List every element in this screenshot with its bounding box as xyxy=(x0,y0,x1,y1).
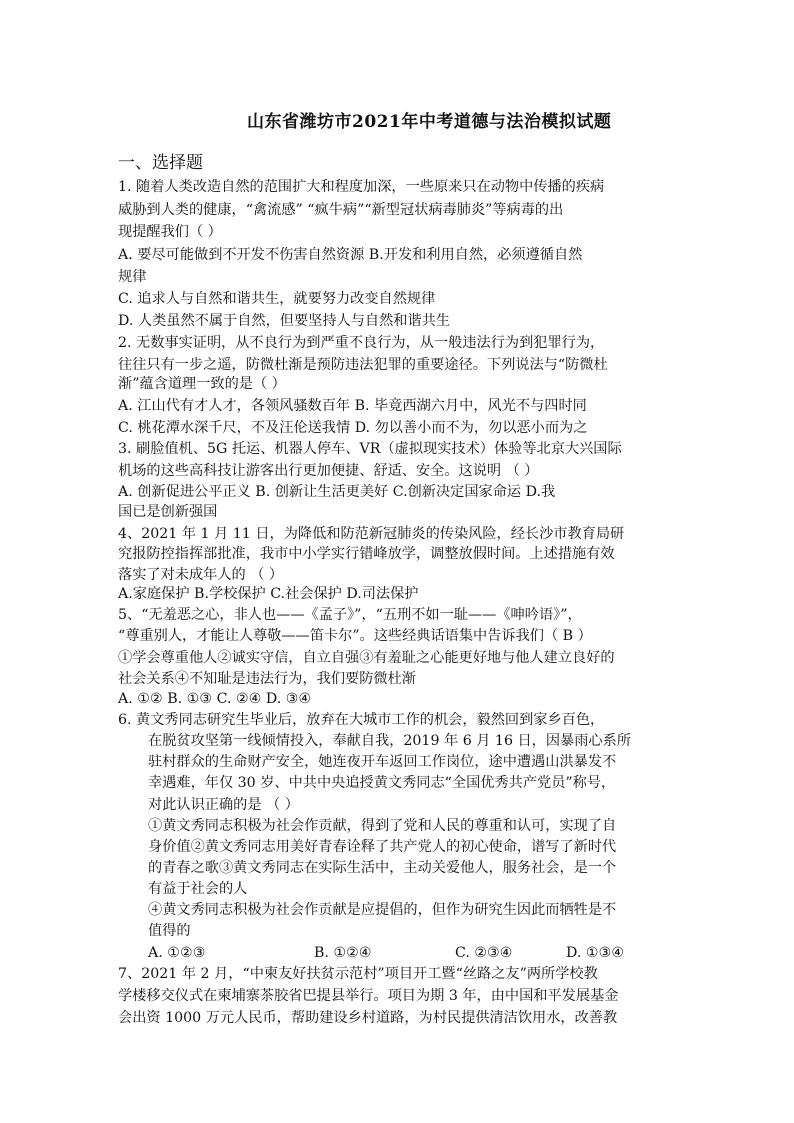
section-heading: 一、选择题 xyxy=(118,153,203,173)
text-line: ①黄文秀同志积极为社会作贡献，得到了党和人民的尊重和认可，实现了自 xyxy=(148,818,617,834)
text-line: 在脱贫攻坚第一线倾情投入，奉献自我，2019 年 6 月 16 日，因暴雨心系所 xyxy=(148,733,631,749)
answer-option: D. ①③④ xyxy=(566,945,625,961)
text-line: 渐”蕴含道理一致的是（ ） xyxy=(118,376,286,392)
text-line: 现提醒我们（ ） xyxy=(118,224,222,240)
text-line: 的青春之歌③黄文秀同志在实际生活中，主动关爱他人，服务社会，是一个 xyxy=(148,860,617,876)
answer-option: B. ①②④ xyxy=(314,945,372,961)
text-line: 5、“无羞恶之心，非人也——《孟子》”，“五刑不如一耻——《呻吟语》”， xyxy=(118,607,582,623)
text-line: 究报防控指挥部批准，我市中小学实行错峰放学，调整放假时间。上述措施有效 xyxy=(118,546,615,562)
text-line: 往往只有一步之遥，防微杜渐是预防违法犯罪的重要途径。下列说法与“防微杜 xyxy=(118,357,608,373)
text-line: 学楼移交仪式在柬埔寨茶胶省巴提县举行。项目为期 3 年，由中国和平发展基金 xyxy=(118,988,619,1004)
text-line: A. 江山代有才人才，各领风骚数百年 B. 毕竟西湖六月中，风光不与四时同 xyxy=(118,398,587,414)
text-line: A. ①② B. ①③ C. ②④ D. ③④ xyxy=(118,691,312,707)
text-line: “尊重别人，才能让人尊敬——笛卡尔”。这些经典话语集中告诉我们（ B ） xyxy=(118,628,592,644)
text-line: 幸遇难，年仅 30 岁、中共中央追授黄文秀同志“全国优秀共产党员”称号， xyxy=(148,775,616,791)
answer-option: C. ②③④ xyxy=(455,945,513,961)
answer-option: A. ①②③ xyxy=(148,945,206,961)
text-line: 规律 xyxy=(118,269,147,285)
text-line: 驻村群众的生命财产安全，她连夜开车返回工作岗位，途中遭遇山洪暴发不 xyxy=(148,754,617,770)
text-line: 社会关系④不知耻是违法行为，我们要防微杜渐 xyxy=(118,671,416,687)
text-line: 对此认识正确的是 （ ） xyxy=(148,797,299,813)
text-line: 7、2021 年 2 月，“中柬友好扶贫示范村”项目开工暨“丝路之友”两所学校教 xyxy=(118,966,598,982)
text-line: 值得的 xyxy=(148,923,191,939)
text-line: 身价值②黄文秀同志用美好青春诠释了共产党人的初心使命，谱写了新时代 xyxy=(148,839,617,855)
text-line: ④黄文秀同志积极为社会作贡献是应提倡的，但作为研究生因此而牺牲是不 xyxy=(148,902,617,918)
text-line: 1. 随着人类改造自然的范围扩大和程度加深，一些原来只在动物中传播的疾病 xyxy=(118,179,605,195)
text-line: C. 桃花潭水深千尺，不及汪伦送我情 D. 勿以善小而不为，勿以恶小而为之 xyxy=(118,420,588,436)
text-line: ①学会尊重他人②诚实守信，自立自强③有羞耻之心能更好地与他人建立良好的 xyxy=(118,650,615,666)
text-line: 3. 刷脸值机、5G 托运、机器人停车、VR（虚拟现实技术）体验等北京大兴国际 xyxy=(118,441,622,457)
text-line: C. 追求人与自然和谐共生，就要努力改变自然规律 xyxy=(118,291,436,307)
text-line: 落实了对未成年人的 （ ） xyxy=(118,567,284,583)
page-title: 山东省潍坊市2021年中考道德与法治模拟试题 xyxy=(247,112,612,132)
text-line: 4、2021 年 1 月 11 日，为降低和防范新冠肺炎的传染风险，经长沙市教育局研 xyxy=(118,526,625,542)
text-line: 会出资 1000 万元人民币，帮助建设乡村道路，为村民提供清洁饮用水，改善教 xyxy=(118,1010,618,1026)
text-line: 2. 无数事实证明，从不良行为到严重不良行为，从一般违法行为到犯罪行为， xyxy=(118,335,605,351)
text-line: D. 人类虽然不属于自然，但要坚持人与自然和谐共生 xyxy=(118,313,451,329)
text-line: A. 创新促进公平正义 B. 创新让生活更美好 C.创新决定国家命运 D.我 xyxy=(118,484,556,500)
text-line: 机场的这些高科技让游客出行更加便捷、舒适、安全。这说明 （ ） xyxy=(118,463,539,479)
text-line: 国已是创新强国 xyxy=(118,504,218,520)
text-line: A. 要尽可能做到不开发不伤害自然资源 B.开发和利用自然，必须遵循自然 xyxy=(118,247,583,263)
text-line: A.家庭保护 B.学校保护 C.社会保护 D.司法保护 xyxy=(118,586,419,602)
text-line: 威胁到人类的健康，“禽流感” “疯牛病”“新型冠状病毒肺炎”等病毒的出 xyxy=(118,202,564,218)
text-line: 有益于社会的人 xyxy=(148,881,248,897)
text-line: 6. 黄文秀同志研究生毕业后，放弃在大城市工作的机会，毅然回到家乡百色， xyxy=(118,712,605,728)
